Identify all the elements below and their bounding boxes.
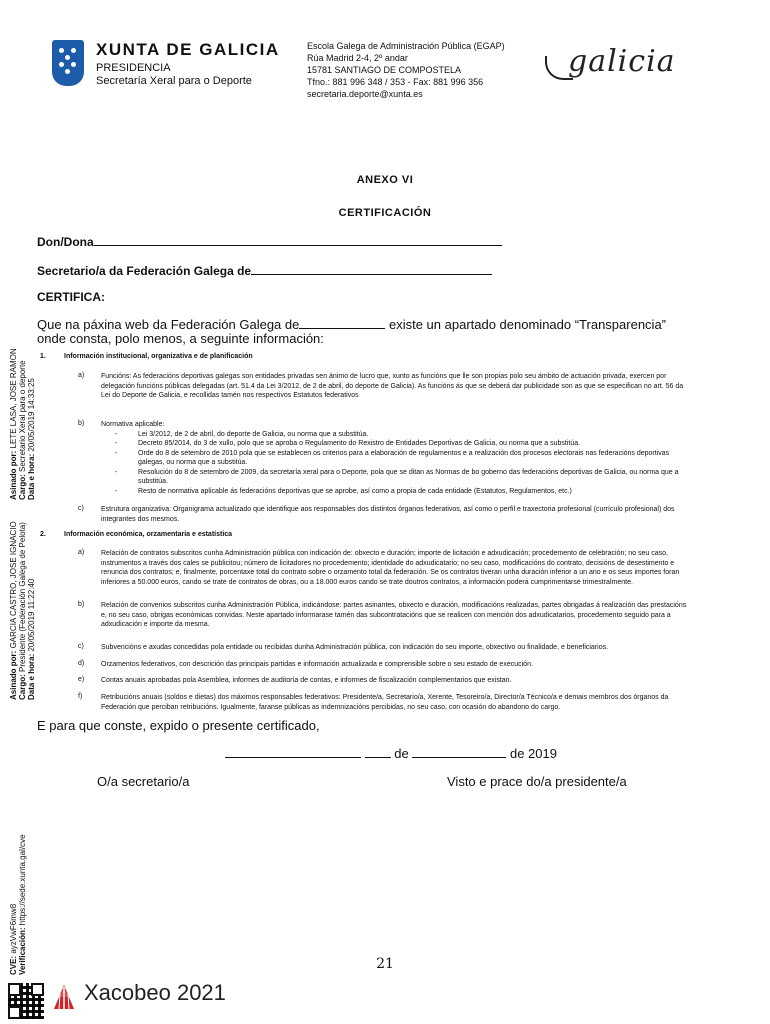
item-text: Retribucións anuais (soldos e dietas) dos máximos responsables federativos: Presidente/a, Secretario/a, Xerente, Tesoreiro/a, Director/a Técnico/a e demais membros dos órganos da Federación que perciban retribucións. Igualmente, faranse públicas as indemnizacións percibidas, no seu caso, con ocasión do abandono do cargo. — [101, 694, 669, 711]
brand-department: PRESIDENCIA — [96, 62, 171, 74]
list-item: - Decreto 85/2014, do 3 de xullo, polo que se aproba o Regulamento do Rexistro de Entidades Deportivas de Galicia, ou norma que a substitúa. — [101, 439, 693, 449]
secretary-signature-label: O/a secretario/a — [97, 774, 190, 789]
annex-title: ANEXO VI — [356, 174, 414, 186]
address-line: Tfno.: 881 996 348 / 353 - Fax: 881 996 356 — [307, 77, 484, 87]
intro-text-a: Que na páxina web da Federación Galega de — [37, 317, 300, 332]
address-line: Escola Galega de Administración Pública (EGAP) — [307, 41, 505, 51]
qr-code-icon — [8, 983, 44, 1019]
intro-line-2: onde consta, polo menos, a seguinte información: — [37, 331, 324, 346]
certification-title: CERTIFICACIÓN — [338, 207, 432, 219]
item-letter: d) — [78, 660, 85, 667]
coat-of-arms-icon — [52, 40, 84, 86]
address-line: Rúa Madrid 2-4, 2º andar — [307, 53, 408, 63]
date-label: Data e hora: — [27, 453, 36, 500]
cve-code: ayzVwF6mw8 — [9, 903, 18, 954]
signed-label: Asinado por: — [9, 650, 18, 700]
page-number: 21 — [376, 956, 394, 972]
section-title: Información económica, orzamentaria e estatística — [64, 531, 233, 538]
date-de: de — [394, 746, 409, 761]
list-item: - Resto de normativa aplicable ás federacións deportivas que se aprobe, así como a propia de cada entidade (Estatutos, Regulamentos, etc.) — [101, 487, 693, 497]
signature-date: 20/05/2019 14:33:25 — [27, 378, 36, 452]
date-label: Data e hora: — [27, 653, 36, 700]
item-text: Relación de convenios subscritos cunha Administración Pública, indicándose: partes asinantes, obxecto e duración, modificacións realizadas, partes obrigadas á realización das prestacións e, no seu caso, obrigas económicas convidas. Neste apartado informarase tamén das subcontratacións que se realicen con mención dos adxudicatarios, procedemento seguido para a adxudicación e importe da mesma. — [101, 602, 687, 628]
item-text: Orzamentos federativos, con descrición das principais partidas e información actualizada e comprensible sobre o seu estado de execución. — [101, 661, 533, 668]
role-label: Cargo: — [18, 474, 27, 500]
verification-url[interactable]: https://sede.xunta.gal/cve — [18, 834, 27, 926]
item-letter: a) — [78, 549, 85, 556]
item-letter: b) — [78, 420, 85, 427]
item-text: Normativa aplicable: — [101, 421, 165, 428]
xacobeo-shell-icon — [50, 979, 78, 1013]
signer-name: GARCIA CASTRO, JOSE IGNACIO — [9, 521, 18, 649]
cve-label: CVE: — [9, 955, 18, 975]
date-line — [225, 745, 557, 761]
secretary-line — [37, 262, 492, 278]
brand-title: XUNTA DE GALICIA — [96, 40, 280, 59]
item-text: Funcións: As federacións deportivas galegas son entidades privadas sen ánimo de lucro que, xunto as funcións que lle son propias polo seu ámbito de actuación privada, exercen por delegación funcións públicas delegadas (art. 51.4 da Lei 3/2012, de 2 de abril, do deporte de Galicia). As funcións ás que se deberá dar publicidade son as que se especifican no art. 56 da Lei do Deporte de Galicia, e recollidas tamén nos respectivos Estatutos federativos — [101, 373, 684, 399]
president-signature-label: Visto e prace do/a presidente/a — [447, 774, 627, 789]
item-letter: c) — [78, 505, 84, 512]
secretary-label: Secretario/a da Federación Galega de — [37, 264, 252, 278]
item-letter: a) — [78, 372, 85, 379]
item-text: Relación de contratos subscritos cunha Administración pública con indicación de: obxecto e duración; importe de licitación e adxudicación; procedemento de celebración; no seu caso, instrumentos a través dos cales se publicitou; número de licitadores no procedemento; identidade do adxudicatario; no seu caso, modificacións do contrato, decisións de desestimento e renuncia dos contratos; e, finalmente, porcentaxe total do contrato sobre o orzamento total da federación. Se os contratos tiveran unha duración inferior a un ano e os seus importes foran inferiores a 50.000 euros, cando se trate de contratos de obras, ou a 18.000 euros cando se trate doutros contratos, a información poderá cumprimentarse trimestralmente. — [101, 550, 680, 586]
item-text: Subvencións e axudas concedidas pola entidade ou recibidas dunha Administración pública, con indicación do seu importe, obxectivo ou finalidade, e beneficiarios. — [101, 644, 609, 651]
section-number: 1. — [40, 353, 46, 360]
place-blank[interactable] — [225, 745, 361, 758]
item-letter: f) — [78, 693, 83, 700]
certifica-label: CERTIFICA: — [37, 290, 105, 304]
xacobeo-logo: Xacobeo 2021 — [84, 980, 226, 1005]
list-item: - Resolución do 8 de setembro de 2009, da secretaría xeral para o Deporte, pola que se ditan as Normas de bo goberno das federacións deportivas de Galicia, ou norma que a substitúa. — [101, 468, 693, 487]
signer-role: Secretario Xeral para o deporte — [18, 360, 27, 472]
signature-stamp-1 — [9, 348, 36, 500]
verification-label: Verificación: — [18, 927, 27, 975]
list-item: - Lei 3/2012, de 2 de abril, do deporte de Galicia, ou norma que a substitúa. — [101, 430, 693, 440]
closing-statement: E para que conste, expido o presente certificado, — [37, 718, 320, 733]
item-text: Contas anuais aprobadas pola Asemblea, informes de auditoría de contas, e informes de fiscalización complementarios que existan. — [101, 677, 512, 684]
signer-name: LETE LASA, JOSE RAMON — [9, 348, 18, 449]
don-dona-blank[interactable] — [94, 233, 502, 246]
item-text: Estrutura organizativa: Organigrama actualizado que identifique aos responsables dos distintos órganos federativos, así como o perfil e traxectoria profesional (currículo profesional) dos integrantes dos mesmos. — [101, 506, 675, 523]
list-item: - Orde do 8 de setembro de 2010 pola que se establecen os criterios para a elaboración de regulamentos e a realización dos procesos electorais nas federacións deportivas galegas, ou norma que a substitúa. — [101, 449, 693, 468]
item-letter: c) — [78, 643, 84, 650]
section-title: Información institucional, organizativa e de planificación — [64, 353, 253, 360]
galicia-logo: galicia — [568, 44, 676, 79]
item-letter: b) — [78, 601, 85, 608]
verification-stamp — [9, 834, 27, 975]
day-blank[interactable] — [365, 745, 391, 758]
intro-text-b: existe un apartado denominado “Transparencia” — [388, 317, 667, 332]
item-letter: e) — [78, 676, 85, 683]
address-line: 15781 SANTIAGO DE COMPOSTELA — [307, 65, 462, 75]
signature-stamp-2 — [9, 521, 36, 700]
federation-web-blank[interactable] — [299, 316, 385, 329]
month-blank[interactable] — [412, 745, 506, 758]
signer-role: Presidente (Federación Galega de Pelota) — [18, 522, 27, 672]
item-bullets — [101, 420, 693, 496]
don-dona-line — [37, 233, 502, 249]
signature-date: 20/05/2019 11:22:40 — [27, 578, 36, 652]
federation-blank[interactable] — [251, 262, 492, 275]
intro-line-1 — [37, 316, 666, 332]
role-label: Cargo: — [18, 674, 27, 700]
date-year: de 2019 — [509, 746, 557, 761]
brand-subdepartment: Secretaría Xeral para o Deporte — [96, 75, 252, 87]
address-block — [307, 40, 505, 100]
signed-label: Asinado por: — [9, 450, 18, 500]
don-dona-label: Don/Dona — [37, 235, 94, 249]
address-line: secretaria.deporte@xunta.es — [307, 89, 423, 99]
section-number: 2. — [40, 531, 46, 538]
